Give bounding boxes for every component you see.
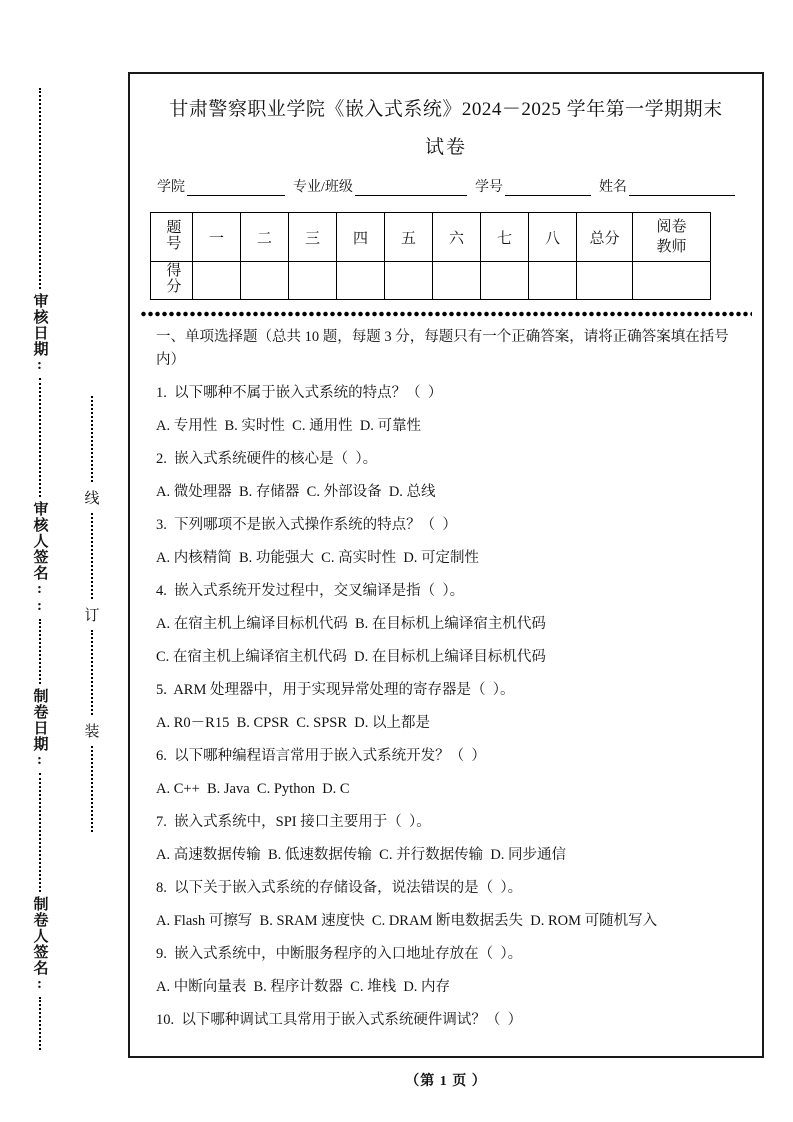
section-one-heading: 一、单项选择题（总共 10 题，每题 3 分，每题只有一个正确答案，请将正确答案填在括号内）: [156, 329, 729, 368]
question-6: [156, 740, 736, 806]
score-blank-cell: [529, 262, 577, 300]
question-text: 9. 嵌入式系统中，中断服务程序的入口地址存放在（ ）。: [156, 946, 523, 962]
score-row-label-cell: 得分: [151, 262, 193, 300]
question-5: [156, 674, 736, 740]
question-options: A. 中断向量表 B. 程序计数器 C. 堆栈 D. 内存: [156, 979, 451, 995]
question-text: 8. 以下关于嵌入式系统的存储设备，说法错误的是（ ）。: [156, 880, 523, 896]
dotted-line-segment: [91, 630, 93, 716]
question-text: 3. 下列哪项不是嵌入式操作系统的特点？（ ）: [156, 517, 457, 533]
reviewer-signature-label: 审核人签名::: [31, 500, 48, 615]
name-blank-field: [629, 178, 735, 196]
binding-line: [82, 396, 102, 832]
page-number: （第 1 页 ）: [405, 1074, 487, 1089]
binding-char-ding: 订: [84, 607, 100, 624]
question-4: [156, 575, 736, 674]
dotted-line-segment: [91, 513, 93, 599]
question-text: 2. 嵌入式系统硬件的核心是（ ）。: [156, 451, 378, 467]
score-blank-cell: [241, 262, 289, 300]
examiner-header-cell: 阅卷教师: [633, 213, 711, 262]
seal-line-left: [28, 88, 52, 1050]
score-col-7: 七: [481, 213, 529, 262]
review-date-label: 审核日期:: [31, 293, 48, 375]
question-1: [156, 377, 736, 443]
dotted-line-segment: [39, 773, 41, 892]
score-blank-cell: [337, 262, 385, 300]
student-id-blank-field: [505, 178, 591, 196]
score-blank-cell: [193, 262, 241, 300]
name-label: 姓名: [598, 180, 627, 195]
question-2: [156, 443, 736, 509]
examiner-blank-cell: [633, 262, 711, 300]
question-options: A. 高速数据传输 B. 低速数据传输 C. 并行数据传输 D. 同步通信: [156, 847, 567, 863]
exam-title-line2: 试卷: [424, 137, 467, 158]
score-blank-cell: [385, 262, 433, 300]
question-number-corner-cell: 题号: [151, 213, 193, 262]
score-col-8: 八: [529, 213, 577, 262]
question-options: A. 专用性 B. 实时性 C. 通用性 D. 可靠性: [156, 418, 422, 434]
question-text: 4. 嵌入式系统开发过程中，交叉编译是指（ ）。: [156, 583, 465, 599]
dotted-line-segment: [39, 88, 41, 289]
college-label: 学院: [157, 180, 186, 195]
question-text: 7. 嵌入式系统中，SPI 接口主要用于（ ）。: [156, 814, 431, 830]
question-options: C. 在宿主机上编译宿主机代码 D. 在目标机上编译目标机代码: [156, 649, 546, 665]
binding-char-xian: 线: [84, 490, 100, 507]
question-options: A. 在宿主机上编译目标机代码 B. 在目标机上编译宿主机代码: [156, 616, 546, 632]
score-col-2: 二: [241, 213, 289, 262]
major-class-blank-field: [355, 178, 467, 196]
score-col-3: 三: [289, 213, 337, 262]
score-blank-cell: [481, 262, 529, 300]
total-score-blank-cell: [577, 262, 633, 300]
college-blank-field: [187, 178, 285, 196]
student-info-line: [156, 176, 736, 196]
score-blank-cell: [289, 262, 337, 300]
exam-title-line1: 甘肃警察职业学院《嵌入式系统》2024－2025 学年第一学期期末: [169, 99, 723, 120]
student-id-label: 学号: [474, 180, 503, 195]
dotted-line-segment: [91, 396, 93, 482]
score-table: [150, 212, 711, 300]
dotted-line-segment: [91, 746, 93, 832]
paper-maker-signature-label: 制卷人签名:: [31, 895, 48, 993]
question-9: [156, 938, 736, 1004]
dotted-separator: [140, 311, 752, 317]
question-text: 5. ARM 处理器中，用于实现异常处理的寄存器是（ ）。: [156, 682, 515, 698]
binding-char-zhuang: 装: [84, 724, 100, 741]
question-3: [156, 509, 736, 575]
dotted-line-segment: [39, 619, 41, 684]
question-text: 10. 以下哪种调试工具常用于嵌入式系统硬件调试？（ ）: [156, 1012, 523, 1028]
question-options: A. Flash 可擦写 B. SRAM 速度快 C. DRAM 断电数据丢失 D. ROM 可随机写入: [156, 913, 658, 929]
score-col-6: 六: [433, 213, 481, 262]
question-10: [156, 1004, 736, 1037]
score-col-5: 五: [385, 213, 433, 262]
question-7: [156, 806, 736, 872]
total-score-header-cell: 总分: [577, 213, 633, 262]
dotted-line-segment: [39, 997, 41, 1050]
question-options: A. 微处理器 B. 存储器 C. 外部设备 D. 总线: [156, 484, 436, 500]
question-text: 1. 以下哪种不属于嵌入式系统的特点？（ ）: [156, 385, 443, 401]
question-text: 6. 以下哪种编程语言常用于嵌入式系统开发？（ ）: [156, 748, 486, 764]
question-list: [156, 377, 736, 1037]
dotted-line-segment: [39, 378, 41, 497]
question-options: A. C++ B. Java C. Python D. C: [156, 781, 350, 797]
score-blank-cell: [433, 262, 481, 300]
paper-made-date-label: 制卷日期:: [31, 688, 48, 770]
question-options: A. R0－R15 B. CPSR C. SPSR D. 以上都是: [156, 715, 430, 731]
major-class-label: 专业/班级: [293, 180, 353, 195]
exam-paper: [128, 72, 764, 1058]
score-col-4: 四: [337, 213, 385, 262]
question-8: [156, 872, 736, 938]
question-options: A. 内核精简 B. 功能强大 C. 高实时性 D. 可定制性: [156, 550, 480, 566]
score-col-1: 一: [193, 213, 241, 262]
